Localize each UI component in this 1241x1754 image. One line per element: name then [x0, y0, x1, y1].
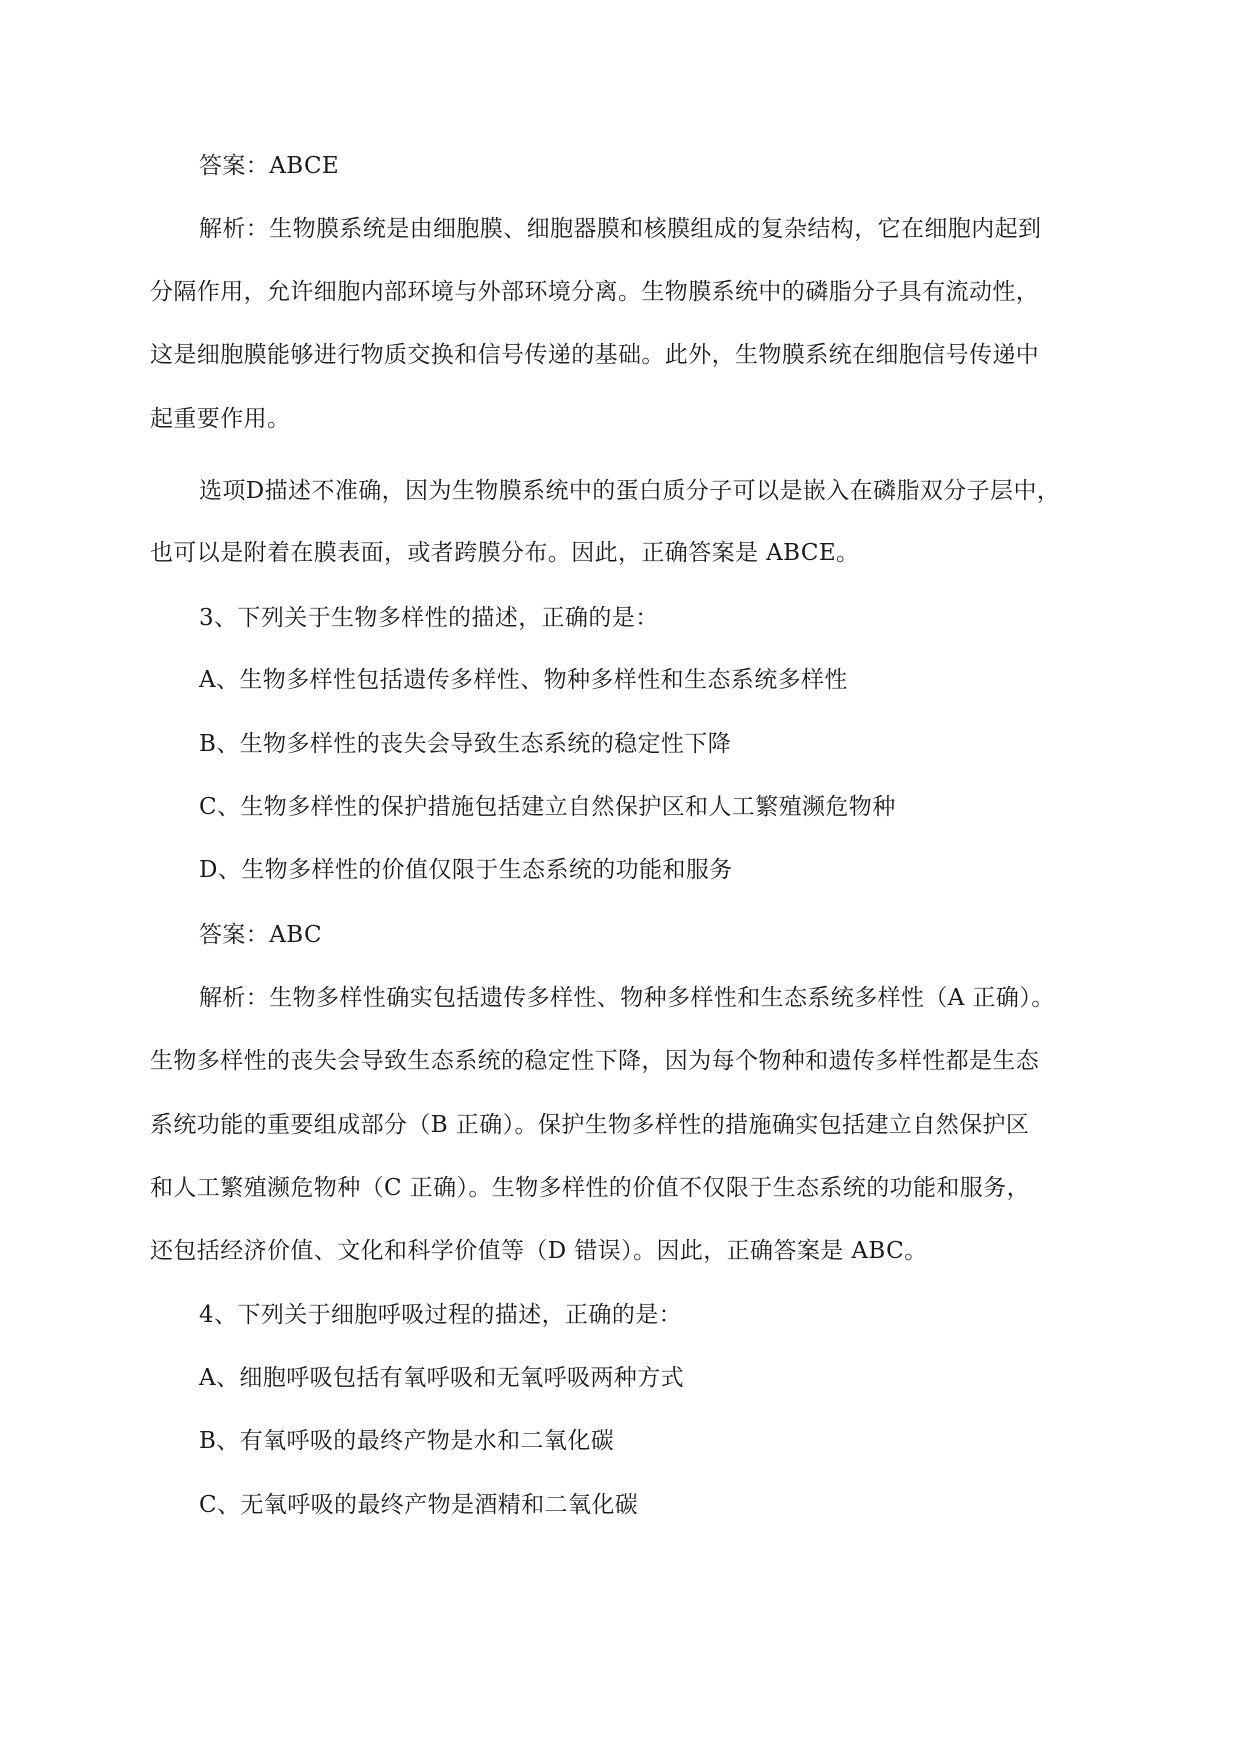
q4-stem: 4、下列关于细胞呼吸过程的描述，正确的是：	[199, 1302, 683, 1328]
q3-analysis-line-1: 解析：生物多样性确实包括遗传多样性、物种多样性和生态系统多样性（A 正确）。	[199, 985, 1055, 1011]
q3-analysis-line-4: 和人工繁殖濒危物种（C 正确）。生物多样性的价值不仅限于生态系统的功能和服务，	[150, 1175, 1031, 1201]
q3-analysis-line-5: 还包括经济价值、文化和科学价值等（D 错误）。因此，正确答案是 ABC。	[150, 1238, 928, 1264]
q3-analysis-line-3: 系统功能的重要组成部分（B 正确）。保护生物多样性的措施确实包括建立自然保护区	[150, 1112, 1030, 1138]
q4-option-b: B、有氧呼吸的最终产物是水和二氧化碳	[199, 1428, 615, 1454]
q2-option-d-line-2: 也可以是附着在膜表面，或者跨膜分布。因此，正确答案是 ABCE。	[150, 540, 860, 566]
q4-option-a: A、细胞呼吸包括有氧呼吸和无氧呼吸两种方式	[199, 1365, 685, 1391]
q2-answer: 答案：ABCE	[199, 153, 340, 179]
q4-option-c: C、无氧呼吸的最终产物是酒精和二氧化碳	[199, 1492, 639, 1518]
q3-answer: 答案：ABC	[199, 922, 322, 948]
q3-option-b: B、生物多样性的丧失会导致生态系统的稳定性下降	[199, 731, 732, 757]
q3-analysis-line-2: 生物多样性的丧失会导致生态系统的稳定性下降，因为每个物种和遗传多样性都是生态	[150, 1048, 1040, 1074]
q3-stem: 3、下列关于生物多样性的描述，正确的是：	[199, 605, 659, 631]
q3-option-c: C、生物多样性的保护措施包括建立自然保护区和人工繁殖濒危物种	[199, 794, 896, 820]
q2-analysis-line-4: 起重要作用。	[150, 406, 291, 432]
q2-analysis-line-3: 这是细胞膜能够进行物质交换和信号传递的基础。此外，生物膜系统在细胞信号传递中	[150, 342, 1040, 368]
q2-option-d-line-1: 选项D描述不准确，因为生物膜系统中的蛋白质分子可以是嵌入在磷脂双分子层中，	[199, 478, 1061, 504]
q2-analysis-line-1: 解析：生物膜系统是由细胞膜、细胞器膜和核膜组成的复杂结构，它在细胞内起到	[199, 216, 1042, 242]
q3-option-a: A、生物多样性包括遗传多样性、物种多样性和生态系统多样性	[199, 667, 848, 693]
q3-option-d: D、生物多样性的价值仅限于生态系统的功能和服务	[199, 857, 733, 883]
q2-analysis-line-2: 分隔作用，允许细胞内部环境与外部环境分离。生物膜系统中的磷脂分子具有流动性，	[150, 279, 1040, 305]
